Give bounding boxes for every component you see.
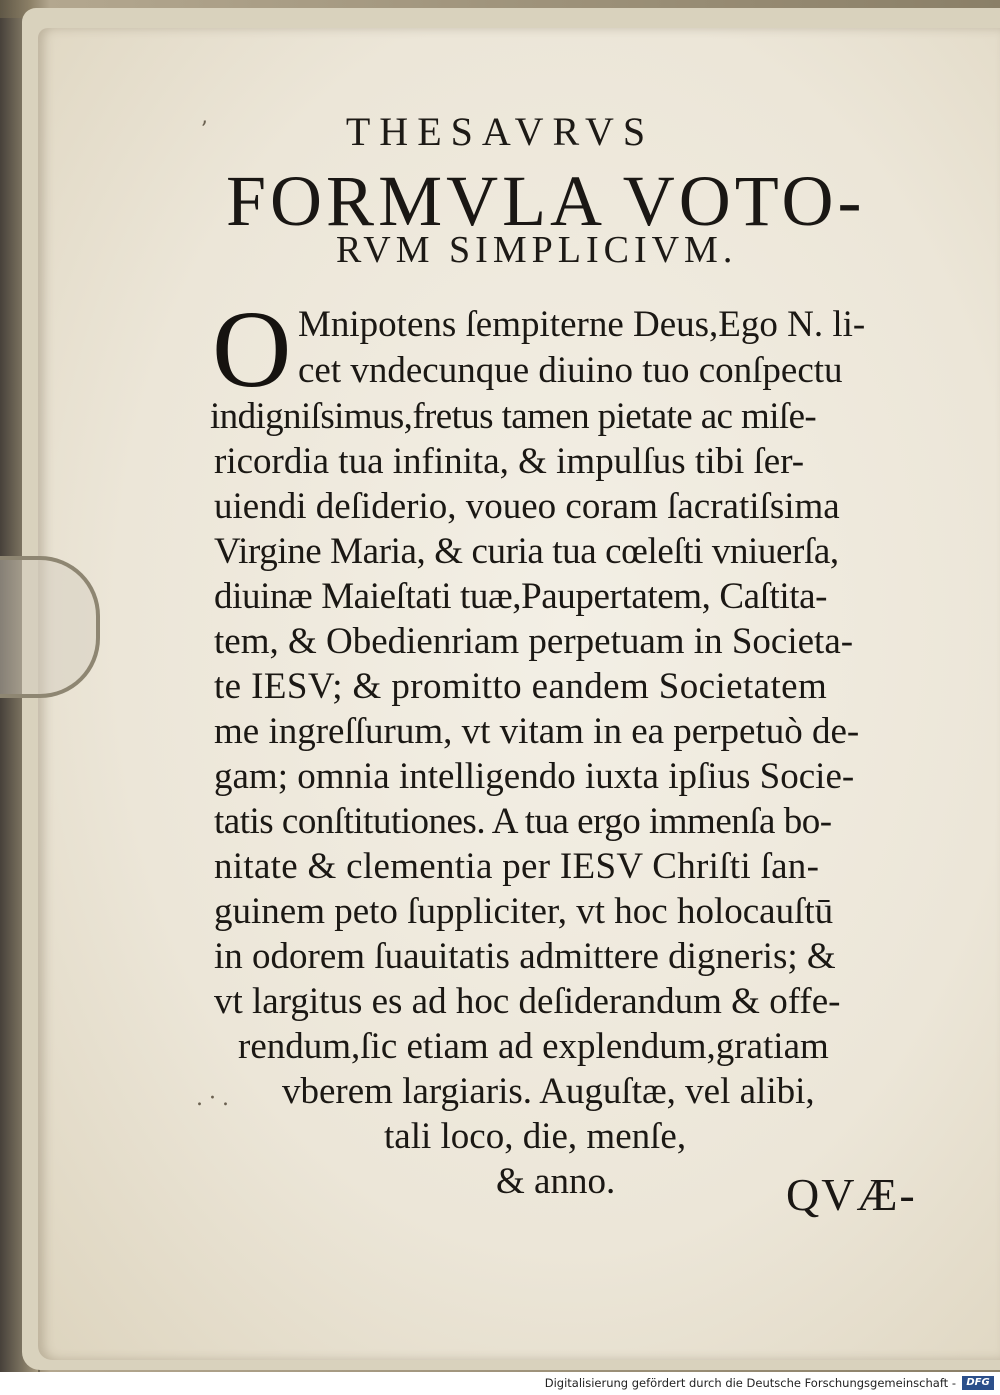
body-line: me ingreſſurum, vt vitam in ea perpetuò de- bbox=[214, 711, 860, 752]
drop-cap: O bbox=[212, 288, 292, 410]
body-line: gam; omnia intelligendo iuxta ipſius Socie- bbox=[214, 756, 855, 797]
body-line: uiendi deſiderio, voueo coram ſacratiſsima bbox=[214, 486, 840, 527]
body-line: vberem largiaris. Auguſtæ, vel alibi, bbox=[282, 1071, 815, 1112]
body-line: in odorem ſuauitatis admittere digneris; & bbox=[214, 936, 836, 977]
body-line: indigniſsimus,fretus tamen pietate ac miſe- bbox=[210, 396, 817, 437]
running-head: THESAVRVS bbox=[345, 109, 655, 154]
page-speck: ʼ bbox=[200, 118, 207, 143]
body-line: ricordia tua infinita, & impulſus tibi ſer- bbox=[214, 441, 805, 482]
dfg-logo[interactable]: DFG bbox=[962, 1376, 994, 1390]
body-line: Mnipotens ſempiterne Deus,Ego N. li- bbox=[298, 304, 866, 345]
body-line: nitate & clementia per IESV Chriſti ſan- bbox=[214, 846, 820, 887]
footer-credit: Digitalisierung gefördert durch die Deutsche Forschungsgemeinschaft - bbox=[544, 1376, 956, 1390]
body-line: tem, & Obedienriam perpetuam in Societa- bbox=[214, 621, 854, 662]
body-line: tatis conſtitutiones. A tua ergo immenſa bo- bbox=[214, 801, 832, 842]
page-speck: .·. bbox=[196, 1086, 235, 1111]
body-line: guinem peto ſuppliciter, vt hoc holocauſtū bbox=[214, 891, 834, 932]
body-line: vt largitus es ad hoc deſiderandum & offe- bbox=[214, 981, 841, 1022]
book-clasp bbox=[0, 556, 100, 698]
footer-bar bbox=[0, 1372, 1000, 1395]
catchword: QVÆ- bbox=[786, 1169, 917, 1220]
body-line: tali loco, die, menſe, bbox=[384, 1116, 687, 1157]
body-line: Virgine Maria, & curia tua cœleſti vniuerſa, bbox=[214, 531, 839, 572]
body-line: te IESV; & promitto eandem Societatem bbox=[214, 666, 828, 707]
body-line: rendum,ſic etiam ad explendum,gratiam bbox=[238, 1026, 829, 1067]
title-line-2: RVM SIMPLICIVM. bbox=[336, 229, 738, 271]
body-line: diuinæ Maieſtati tuæ,Paupertatem, Caſtita- bbox=[214, 576, 828, 617]
title-line-1: FORMVLA VOTO- bbox=[226, 161, 866, 241]
body-line: cet vndecunque diuino tuo conſpectu bbox=[298, 350, 843, 391]
body-line: & anno. bbox=[496, 1161, 616, 1202]
